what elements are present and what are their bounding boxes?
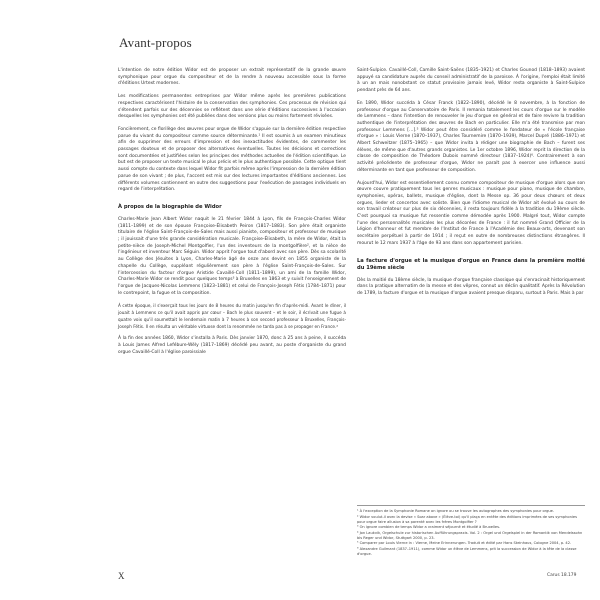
bio-paragraph: Charles-Marie Jean Albert Widor naquit le 21 février 1844 à Lyon, fils de François-Charles Widor (1811–1899) et de son épouse Françoise-Élisabeth Peiron (1817–1883). Son père était organiste titulaire de l'église Saint-François-de-Sales mais aussi pianiste, compositeur et professeur de musique ; il jouissait d'une très grande considération musicale. Françoise-Élisabeth, la mère de Widor, était la petite-nièce de Joseph-Michel Montgolfier, l'un des inventeurs de la montgolfière², et la nièce de l'ingénieur et inventeur Marc Séguin. Widor apprit l'orgue tout d'abord avec son père. Dès sa scolarité au Collège des Jésuites à Lyon, Charles-Marie âgé de onze ans devint en 1855 organiste de la chapelle du Collège, suppléant régulièrement son père à l'église Saint-François-de-Sales. Sur l'intercession du facteur d'orgue Aristide Cavaillé-Coll (1811–1899), un ami de la famille Widor, Charles-Marie Widor se rendit pour quelques temps³ à Bruxelles en 1863 et y suivit l'enseignement de l'orgue de Jacques-Nicolas Lemmens (1823–1881) et celui de François-Joseph Fétis (1784–1871) pour le contrepoint, la fugue et la composition. [118, 216, 346, 296]
footnote: ² Widor voulut-il avec la devise « Soar above » (Élève-toi) qu'il plaça en entête des éditions imprimées de ses symphonies pour orgue faire allusion à sa parenté avec les frères Montgolfier ? [357, 514, 577, 524]
body-paragraph: Saint-Sulpice. Cavaillé-Coll, Camille Saint-Saëns (1835–1921) et Charles Gounod (1818–1893) avaient appuyé sa candidature auprès du conseil administratif de la paroisse. À l'origine, l'emploi était limité à un an mais nonobstant ce statut provisoire jamais levé, Widor resta organiste à Saint-Sulpice pendant près de 64 ans. [357, 68, 585, 94]
intro-paragraph: L'intention de notre édition Widor est de proposer un extrait représentatif de la grande œuvre symphonique pour orgue du compositeur et de la rendre à nouveau accessible sous la forme d'éditions Urtext modernes. [118, 68, 346, 87]
footnote: ⁴ Jon Laukvik, Orgelschule zur historischen Aufführungspraxis. Vol. 2 : Orgel und Orgelspiel in der Romantik von Mendelssohn bis Reger und Widor, Stuttgart 2000, p. 23. [357, 530, 583, 540]
bio-heading: À propos de la biographie de Widor [118, 203, 222, 210]
quote-block: À cette époque, il s'exerçait tous les jours de 8 heures du matin jusqu'en fin d'après-midi. Avant le dîner, il jouait à Lemmens ce qu'il avait appris par cœur – Bach le plus souvent – et le soir, il écrivait une fugue à quatre voix qu'il soumettait le lendemain matin à 7 heures à son second professeur à Bruxelles, François-Joseph Fétis. Il en résulta un véritable virtuose dont la renommée ne tarda pas à se propager en France.⁴ [118, 303, 346, 329]
footnote: ⁶ Alexandre Guilmant (1837–1911), comme Widor un élève de Lemmens, prit la succession de Widor à la tête de la classe d'orgue. [357, 546, 577, 556]
intro-paragraph: Les modifications permanentes entreprises par Widor même après les premières publications respectives caractérisent l'histoire de la conservation des symphonies. Ces processus de révision qui s'étendent parfois sur des décennies se reflètent dans une série d'éditions successives à l'occasion desquelles les symphonies ont été publiées dans des versions plus ou moins fortement révisées. [118, 94, 346, 120]
page-number: X [118, 571, 125, 581]
body-paragraph: Aujourd'hui, Widor est essentiellement connu comme compositeur de musique d'orgue alors que son œuvre couvre pratiquement tous les genres musicaux : musique pour piano, musique de chambre, symphonies, opéras, ballets, musique d'église, dont la Messe op. 36 pour deux chœurs et deux orgues, lieder et concertos avec soliste. Bien que l'idiome musical de Widor ait évolué au cours de son travail créateur sur plus de six décennies, il resta toujours fidèle à la tradition du 19ème siècle. C'est pourquoi sa musique fut ressentie comme démodée après 1900. Malgré tout, Widor compte l'une des personnalités musicales les plus décorées de France : il fut nommé Grand Officier de la Légion d'honneur et fut membre de l'Institut de France à l'Académie des Beaux-arts, devenant son secrétaire perpétuel à partir de 1914 ; il reçut en outre de nombreuses distinctions étrangères. Il mourut le 12 mars 1937 à l'âge de 93 ans dans son appartement parisien. [357, 180, 585, 246]
body-paragraph: En 1890, Widor succéda à César Franck (1822–1890), décédé le 8 novembre, à la fonction de professeur d'orgue au Conservatoire de Paris. Il remania totalement les cours d'orgue sur le modèle de Lemmens – dans l'intention de renouveler le jeu d'orgue en général et de faire revivre la tradition authentique de l'interprétation des œuvres de Bach en particulier. Elle m'a été transmise par mon professeur Lemmens […].⁵ Widor peut être considéré comme le fondateur de « l'école française d'orgue » : Louis Vierne (1870–1937), Charles Tournemire (1870–1939), Marcel Dupré (1886–1971) et Albert Schweitzer (1875–1965) – que Widor invita à rédiger une biographie de Bach – furent ses élèves, de même que d'autres grands organistes. Le 1er octobre 1896, Widor reprit la direction de la classe de composition de Théodore Dubois nommé directeur (1837–1924)⁶. Contrairement à son activité précédente de professeur d'orgue, Widor ne paraît pas à exercer une influence aussi déterminante en tant que professeur de composition. [357, 100, 585, 173]
footnote: ³ On ignore combien de temps Widor a vraiment séjourné et étudié à Bruxelles. [357, 525, 501, 529]
left-column [118, 68, 346, 362]
intro-paragraph: Foncièrement, ce florilège des œuvres pour orgue de Widor s'appuie sur la dernière édition respective parue du vivant du compositeur comme source déterminante.¹ Il est soumis à un examen minutieux afin de supprimer des erreurs d'impression et des inexactitudes évidentes, de commenter les passages douteux et de proposer des alternatives éventuelles. Toutes les décisions et corrections sont documentées et justifiées selon les principes des méthodes actuelles de l'édition scientifique. Le but est de proposer un texte musical le plus précis et le plus authentique possible. Cette optique tient aussi compte du contexte dans lequel Widor fit parfois même après l'impression de la dernière édition parue de son vivant ; de plus, l'accent est mis sur des lectures importantes d'éditions anciennes. Les différents volumes contiennent en outre des suggestions pour l'exécution de passages individuels en regard de l'interprétation. [118, 126, 346, 193]
section-paragraph: Dès la moitié du 18ème siècle, la musique d'orgue française classique qui s'enracinait historiquement dans la pratique alternatim de la messe et des vêpres, connut un déclin qualitatif. Après la Révolution de 1789, la facture d'orgue et la musique d'orgue avaient presque disparu, surtout à Paris. Mais à par [357, 277, 585, 296]
footnote: ¹ À l'exception de la Symphonie Romane on ignore ou se trouve les autographes des symphonies pour orgue. [357, 509, 554, 513]
closing-paragraph: À la fin des années 1860, Widor s'installa à Paris. Dès janvier 1870, donc à 25 ans à peine, il succéda à Louis James Alfred Lefébure-Wély (1817–1869) décédé peu avant, au poste d'organiste du grand orgue Cavaillé-Coll à l'église paroissiale [118, 336, 346, 355]
section-heading: La facture d'orgue et la musique d'orgue en France dans la première moitié du 19ème siècle [357, 257, 585, 271]
catalog-number: Carus 18.179 [547, 573, 577, 578]
right-column [357, 68, 585, 304]
footnotes [357, 505, 585, 557]
footnote: ⁵ Comparer par Louis Vierne in : Vierne, Meine Erinnerungen. Traduit et édité par Hans Steinhaus, Cologne 2004, p. 42. [357, 541, 572, 545]
page-title: Avant-propos [119, 35, 192, 50]
